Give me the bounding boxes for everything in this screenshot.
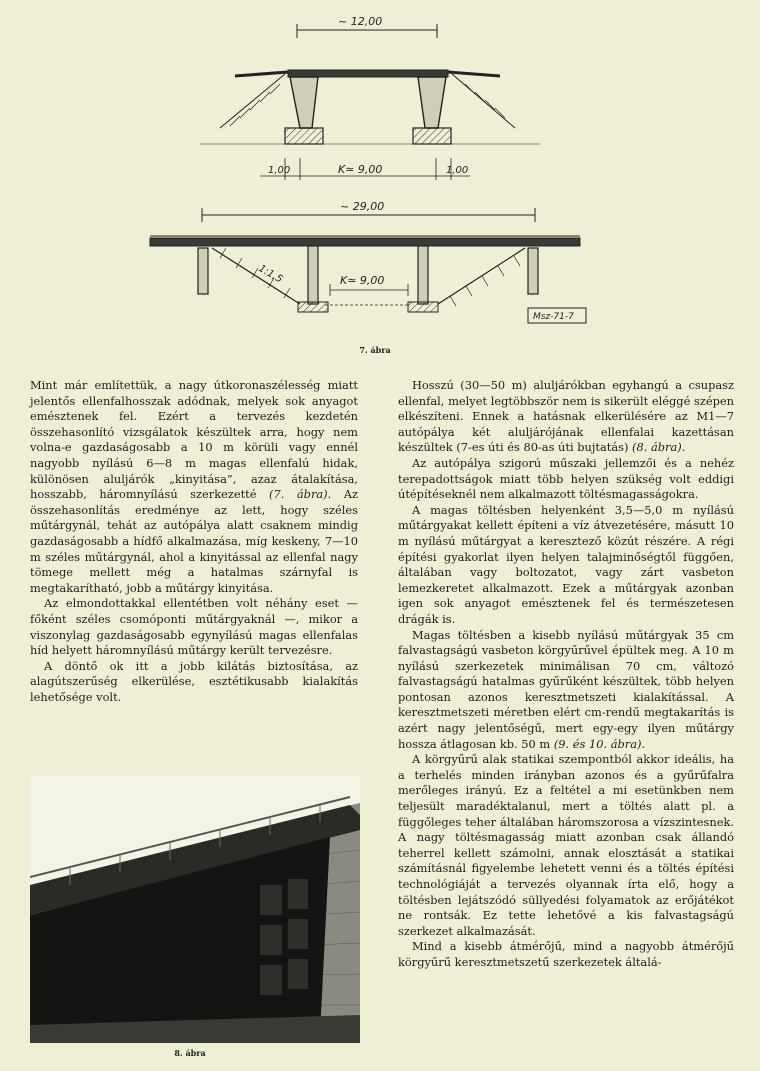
paragraph: Magas töltésben a kisebb nyílású műtárgyak 35 cm falvastagságú vasbeton körgyűrűvel épültek meg. A 10 m nyílású szerkezetek minimálisan 70 cm, változó falvastagságú hatalmas gyűrűként készültek, több helyen pontosan azonos keresztmetszeti kialakítással. A keresztmetszeti méretben elért cm-rendű megtakarítás is azért nagy jelentőségű, mert egy-egy ilyen műtárgy hossza átlagosan kb. 50 m (9. és 10. ábra).	[398, 627, 734, 751]
figure-7-caption: 7. ábra	[359, 345, 391, 355]
dim-right-support: 1,00	[446, 165, 469, 176]
paragraph: A magas töltésben helyenként 3,5—5,0 m nyílású műtárgyakat kellett építeni a víz átvezetésére, másutt 10 m nyílású műtárgyat a keresztező közút részére. A régi építési gyakorlat ilyen helyen talajminőségtől függően, általában vagy boltozatot, vagy zárt vasbeton lemezkeretet alkalmazott. Ezek a műtárgyak azonban igen sok anyagot emésztenek fel és természetesen drágák is.	[398, 502, 734, 626]
dim-bottom-span: ~ 29,00	[340, 200, 385, 213]
figure-7-drawing	[140, 8, 610, 343]
dim-top-span: ~ 12,00	[338, 15, 383, 28]
slope-label: 1:1,5	[256, 263, 285, 286]
paragraph: A döntő ok itt a jobb kilátás biztosítása, az alagútszerűség elkerülése, esztétikusabb kialakítás lehetősége volt.	[30, 658, 358, 704]
figure-ref: (9. és 10. ábra).	[553, 736, 646, 751]
figure-ref: (8. ábra).	[632, 440, 686, 455]
right-column	[398, 378, 734, 971]
paragraph: Az elmondottakkal ellentétben volt néhány eset — főként széles csomóponti műtárgyaknál —, mikor a viszonylag gazdaságosabb egynyílású magas ellenfalas híd helyett háromnyílású műtárgy került tervezésre.	[30, 596, 358, 658]
paragraph: Hosszú (30—50 m) aluljárókban egyhangú a csupasz ellenfal, melyet legtöbbször nem is sikerült eléggé szépen elkészíteni. Ennek a hatásnak elkerülésére az M1—7 autópálya két aluljárójának ellenfalai kazettásan készültek (7-es úti és 80-as úti bujtatás) (8. ábra).	[398, 378, 734, 455]
dim-bottom-clear: K≃ 9,00	[340, 274, 385, 287]
figure-ref: (7. ábra).	[269, 487, 332, 502]
paragraph: Mind a kisebb átmérőjű, mind a nagyobb átmérőjű körgyűrű keresztmetszetű szerkezetek általá-	[398, 939, 734, 969]
dim-left-support: 1,00	[268, 165, 291, 176]
lower-bridge-section	[150, 208, 586, 323]
drawing-stamp: Msz-71-7	[533, 312, 574, 322]
paragraph: Az autópálya szigorú műszaki jellemzői és a nehéz terepadottságok miatt több helyen szükség volt eddigi útépítéseknél nem alkalmazott töltésmagasságokra.	[398, 455, 734, 502]
upper-bridge-section	[200, 24, 540, 180]
left-column	[30, 378, 358, 705]
dim-top-clear: K≃ 9,00	[338, 163, 383, 176]
paragraph: Mint már említettük, a nagy útkoronaszélesség miatt jelentős ellenfalhosszak adódnak, melyek sok anyagot emésztenek fel. Ezért a tervezés kezdetén összehasonlító vizsgálatok készültek arra, hogy nem volna-e gazdaságosabb a 10 m körüli vagy ennél nagyobb nyílású 6—8 m magas ellenfalú hidak, különösen aluljárók „kinyitása”, azaz átalakítása, hosszabb, háromnyílású szerkezetté (7. ábra). Az összehasonlítás eredménye az lett, hogy széles műtárgynál, tehát az autópálya alatt csaknem mindig gazdaságosabb a hídfő alkalmazása, míg keskeny, 7—10 m széles műtárgynál, ahol a kinyitással az ellenfal nagy tömege mellett még a hatalmas szárnyfal is megtakarítható, jobb a műtárgy kinyitása.	[30, 378, 358, 595]
figure-8-photo	[30, 775, 360, 1043]
paragraph: A körgyűrű alak statikai szempontból akkor ideális, ha a terhelés minden irányban azonos és a gyűrűfalra merőleges irányú. Ez a feltétel a mi esetünkben nem teljesült maradéktalanul, mert a töltés alatt pl. a függőleges teher általában háromszorosa a vízszintesnek. A nagy töltésmagasság miatt azonban csak állandó teherrel kellett számolni, annak elosztását a statikai számításnál figyelembe lehetett venni és a töltés építési technológiáját a tervezés olyannak írta elő, hogy a töltésben lejátszódó süllyedési folyamatok az erőjátékot ne rontsák. Ez tette lehetővé a kis falvastagságú szerkezet alkalmazását.	[398, 752, 734, 938]
figure-8-caption: 8. ábra	[174, 1048, 206, 1058]
